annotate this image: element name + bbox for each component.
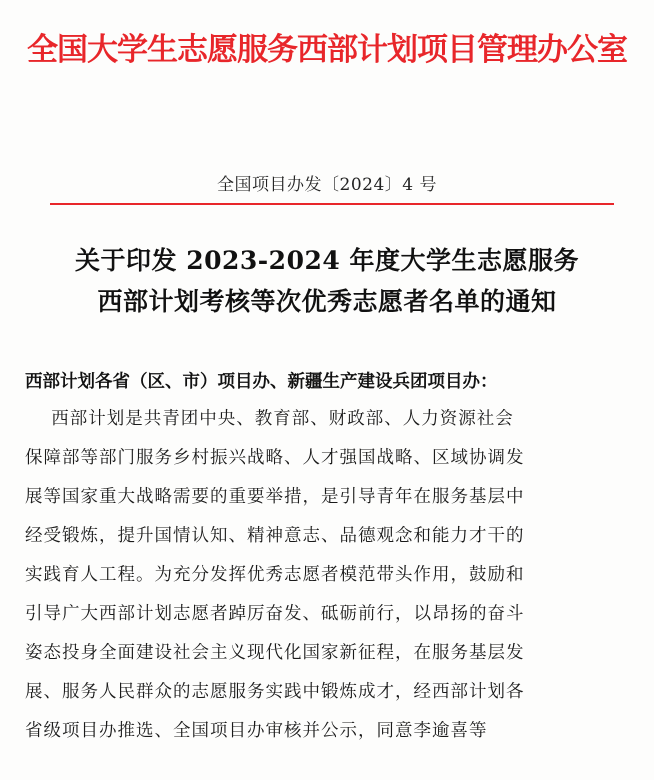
body-line: 西部计划是共青团中央、教育部、财政部、人力资源社会 <box>25 409 514 429</box>
red-divider-line <box>50 203 614 205</box>
body-line: 展、服务人民群众的志愿服务实践中锻炼成才，经西部计划各 <box>25 682 525 702</box>
document-number: 全国项目办发〔2024〕4 号 <box>217 175 437 195</box>
body-line: 展等国家重大战略需要的重要举措，是引导青年在服务基层中 <box>25 487 525 507</box>
body-line: 姿态投身全面建设社会主义现代化国家新征程，在服务基层发 <box>25 643 525 663</box>
body-line: 省级项目办推选、全国项目办审核并公示，同意李逾喜等 <box>25 721 488 741</box>
body-line: 经受锻炼，提升国情认知、精神意志、品德观念和能力才干的 <box>25 526 525 546</box>
body-line: 引导广大西部计划志愿者踔厉奋发、砥砺前行，以昂扬的奋斗 <box>25 604 525 624</box>
body-line: 实践育人工程。为充分发挥优秀志愿者模范带头作用，鼓励和 <box>25 565 525 585</box>
issuer-header: 全国大学生志愿服务西部计划项目管理办公室 <box>27 32 627 68</box>
salutation: 西部计划各省（区、市）项目办、新疆生产建设兵团项目办： <box>25 372 498 392</box>
notice-title-line-2: 西部计划考核等次优秀志愿者名单的通知 <box>97 287 557 316</box>
body-line: 保障部等部门服务乡村振兴战略、人才强国战略、区域协调发 <box>25 448 525 468</box>
notice-title-line-1: 关于印发 2023-2024 年度大学生志愿服务 <box>75 246 579 275</box>
